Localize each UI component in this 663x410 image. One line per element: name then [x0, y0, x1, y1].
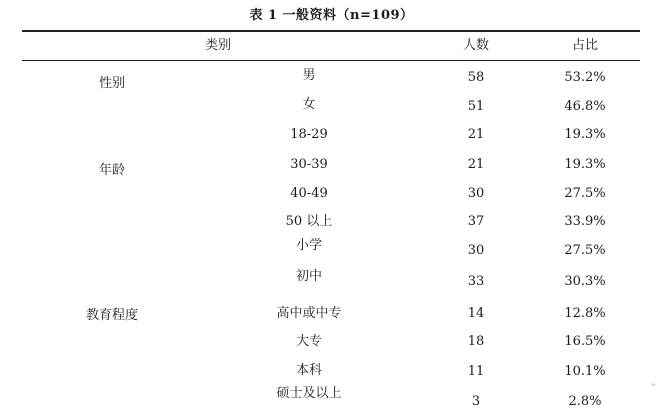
row-subcategory: 18-29 — [290, 127, 328, 142]
row-count: 11 — [467, 364, 485, 379]
row-count: 37 — [467, 214, 485, 229]
row-percent: 27.5% — [564, 243, 606, 258]
row-percent: 12.8% — [564, 306, 606, 321]
top-rule — [22, 30, 640, 32]
row-subcategory: 30-39 — [290, 157, 328, 172]
table-caption: 表 1 一般资料（n=109） — [249, 8, 414, 23]
row-percent: 2.8% — [568, 394, 602, 409]
group-label: 性别 — [98, 76, 126, 91]
row-count: 21 — [467, 157, 485, 172]
row-count: 51 — [467, 99, 485, 114]
row-percent: 27.5% — [564, 186, 606, 201]
row-subcategory: 女 — [302, 97, 316, 112]
row-subcategory: 初中 — [295, 269, 323, 284]
row-count: 30 — [467, 186, 485, 201]
row-percent: 10.1% — [564, 364, 606, 379]
row-count: 3 — [471, 394, 481, 409]
row-subcategory: 大专 — [295, 334, 323, 349]
row-count: 14 — [467, 306, 485, 321]
row-percent: 30.3% — [564, 274, 606, 289]
header-category: 类别 — [204, 38, 232, 53]
row-percent: 19.3% — [564, 157, 606, 172]
header-rule — [22, 60, 640, 61]
row-count: 58 — [467, 70, 485, 85]
row-percent: 33.9% — [564, 214, 606, 229]
row-subcategory: 40-49 — [290, 186, 328, 201]
group-label: 年龄 — [98, 163, 126, 178]
row-count: 33 — [467, 274, 485, 289]
row-count: 21 — [467, 127, 485, 142]
header-percent: 占比 — [571, 38, 599, 53]
row-subcategory: 小学 — [295, 238, 323, 253]
row-percent: 53.2% — [564, 70, 606, 85]
row-subcategory: 硕士及以上 — [276, 386, 342, 401]
row-count: 30 — [467, 243, 485, 258]
group-label: 教育程度 — [85, 308, 139, 323]
header-count: 人数 — [462, 38, 490, 53]
row-subcategory: 本科 — [295, 363, 323, 378]
row-percent: 46.8% — [564, 99, 606, 114]
row-percent: 19.3% — [564, 127, 606, 142]
row-subcategory: 高中或中专 — [276, 306, 342, 321]
watermark: ✦ — [649, 381, 657, 391]
row-percent: 16.5% — [564, 334, 606, 349]
row-subcategory: 50 以上 — [285, 214, 333, 229]
row-count: 18 — [467, 334, 485, 349]
row-subcategory: 男 — [302, 68, 316, 83]
